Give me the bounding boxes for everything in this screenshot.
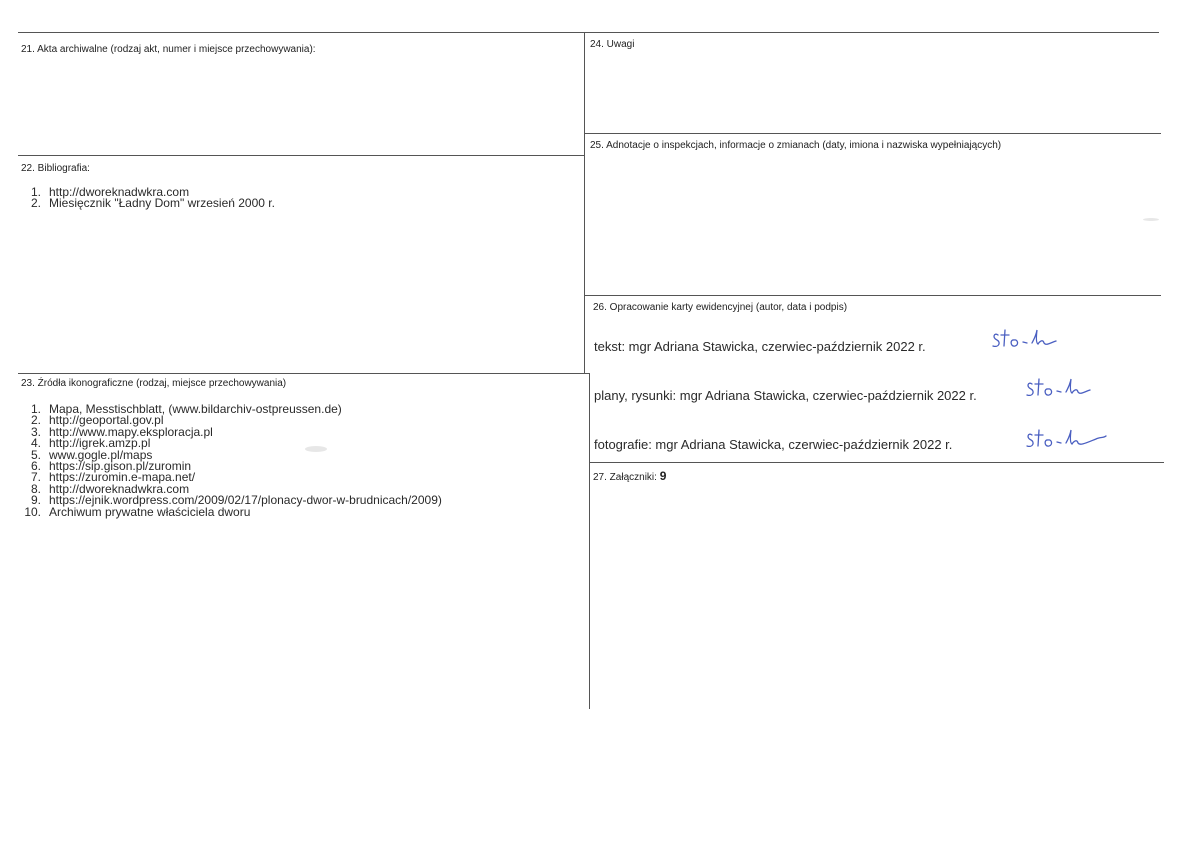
iconographic-sources-list [21, 404, 442, 518]
list-item-number: 1. [30, 402, 41, 416]
list-item-text: http://www.mapy.eksploracja.pl [49, 424, 213, 439]
section-25-label: 25. Adnotacje o inspekcjach, informacje o zmianach (daty, imiona i nazwiska wypełniających) [590, 140, 1002, 151]
list-item-number: 3. [30, 424, 41, 439]
bibliography-list [21, 187, 275, 210]
list-item-number: 10. [24, 504, 41, 519]
attachments-count: 9 [659, 469, 667, 483]
section-27-label [593, 470, 666, 484]
list-item-number: 9. [30, 493, 41, 508]
list-item-number: 2. [30, 413, 41, 428]
signature-mark [1024, 426, 1114, 452]
drawings-entry-text: plany, rysunki: mgr Adriana Stawicka, czerwiec-październik 2022 r. [594, 388, 977, 403]
section-24-label: 24. Uwagi [590, 39, 635, 50]
list-item-text: Mapa, Messtischblatt, (www.bildarchiv-ostpreussen.de) [49, 402, 342, 416]
list-item-number: 1. [30, 185, 41, 199]
section-26-label: 26. Opracowanie karty ewidencyjnej (autor, data i podpis) [593, 302, 848, 313]
list-item-number: 8. [30, 481, 41, 496]
list-item-text: Archiwum prywatne właściciela dworu [49, 504, 251, 519]
list-item-text: https://sip.gison.pl/zuromin [49, 459, 192, 474]
list-item-text: http://igrek.amzp.pl [49, 436, 151, 451]
list-item [21, 504, 442, 519]
signature-mark [1024, 375, 1100, 401]
column-divider [584, 32, 585, 373]
attachments-label: 27. Załączniki: [593, 472, 657, 483]
author-entry-text: tekst: mgr Adriana Stawicka, czerwiec-październik 2022 r. [594, 339, 926, 354]
rule-21-22 [18, 155, 585, 156]
section-23-label: 23. Źródła ikonograficzne (rodzaj, miejsce przechowywania) [21, 378, 287, 389]
photos-entry-text: fotografie: mgr Adriana Stawicka, czerwiec-październik 2022 r. [594, 437, 953, 452]
list-item-number: 6. [30, 459, 41, 474]
column-divider-lower [589, 373, 590, 709]
section-22-label: 22. Bibliografia: [21, 163, 90, 174]
rule-22-23 [18, 373, 590, 374]
scan-smudge [1143, 218, 1159, 221]
list-item-text: http://dworeknadwkra.com [49, 481, 190, 496]
rule-25-26 [585, 295, 1161, 296]
list-item-text: https://zuromin.e-mapa.net/ [49, 470, 196, 485]
list-item [21, 198, 275, 209]
list-item-number: 2. [30, 196, 41, 211]
rule-24-25 [585, 133, 1161, 134]
list-item-number: 5. [30, 447, 41, 462]
list-item-text: Miesięcznik "Ładny Dom" wrzesień 2000 r. [49, 196, 275, 211]
list-item-text: http://dworeknadwkra.com [49, 185, 190, 199]
signature-mark [990, 326, 1066, 352]
section-21-label: 21. Akta archiwalne (rodzaj akt, numer i miejsce przechowywania): [21, 44, 316, 55]
list-item-text: www.gogle.pl/maps [49, 447, 153, 462]
rule-26-27 [589, 462, 1164, 463]
list-item-text: https://ejnik.wordpress.com/2009/02/17/plonacy-dwor-w-brudnicach/2009) [49, 493, 442, 508]
list-item-number: 4. [30, 436, 41, 451]
list-item-text: http://geoportal.gov.pl [49, 413, 164, 428]
list-item-number: 7. [30, 470, 41, 485]
top-rule [18, 32, 1159, 33]
